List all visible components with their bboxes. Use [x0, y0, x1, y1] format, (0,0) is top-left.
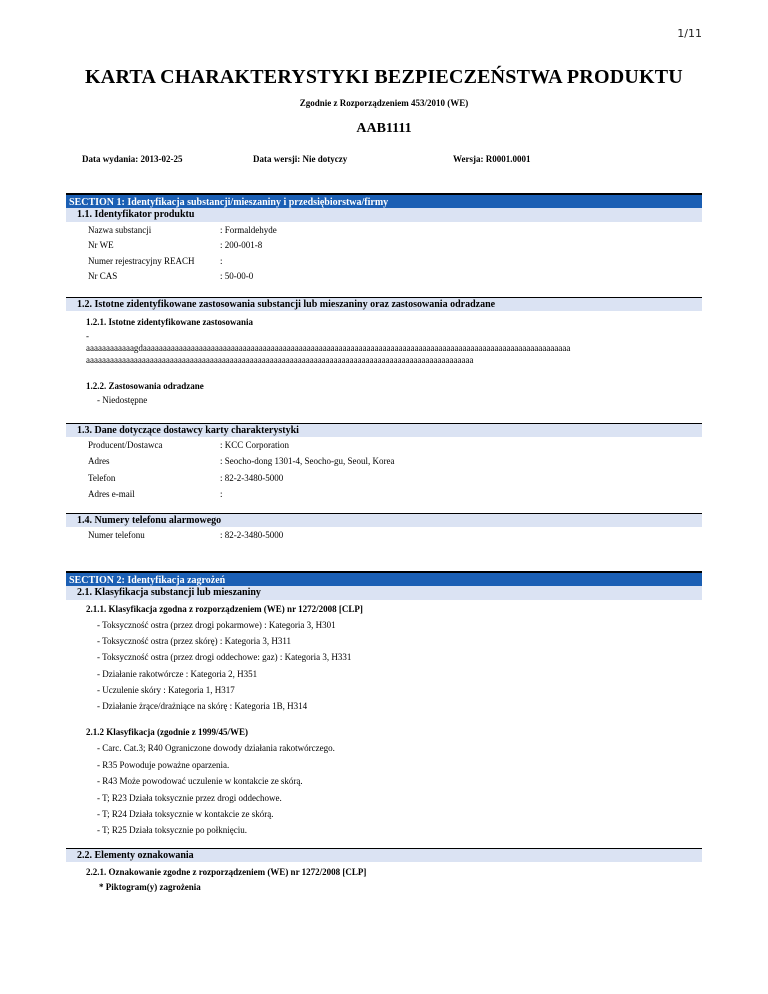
list-item: - R35 Powoduje poważne oparzenia.: [97, 760, 230, 770]
list-item: - T; R25 Działa toksycznie po połknięciu.: [97, 825, 248, 835]
product-code: AAB1111: [356, 121, 412, 136]
field-label: Nr CAS: [88, 271, 118, 281]
page-number: 1/11: [677, 27, 702, 40]
field-label: Telefon: [88, 473, 116, 483]
field-value: : KCC Corporation: [220, 440, 289, 450]
subsection-2-1-header: 2.1. Klasyfikacja substancji lub mieszaniny: [66, 586, 702, 600]
subsection-1-2-header: 1.2. Istotne zidentyfikowane zastosowania substancji lub mieszaniny oraz zastosowania odradzane: [66, 297, 702, 311]
field-label: Nazwa substancji: [88, 225, 152, 235]
subsection-1-3-header: 1.3. Dane dotyczące dostawcy karty charakterystyki: [66, 423, 702, 437]
subsection-1-1-header: 1.1. Identyfikator produktu: [66, 208, 702, 222]
field-value: :: [220, 489, 223, 499]
version-date: Data wersji: Nie dotyczy: [253, 154, 348, 164]
list-item: - T; R24 Działa toksycznie w kontakcie ze skórą.: [97, 809, 274, 819]
field-value: : 200-001-8: [220, 240, 263, 250]
list-item: - Uczulenie skóry : Kategoria 1, H317: [97, 685, 235, 695]
subsection-1-2-2-heading: 1.2.2. Zastosowania odradzane: [86, 381, 204, 391]
subsection-2-1-2-heading: 2.1.2 Klasyfikacja (zgodnie z 1999/45/WE): [86, 727, 248, 737]
uses-advised-against: - Niedostępne: [97, 395, 148, 405]
field-value: :: [220, 256, 223, 266]
hazard-pictograms-heading: * Piktogram(y) zagrożenia: [99, 882, 201, 892]
document-subtitle: Zgodnie z Rozporządzeniem 453/2010 (WE): [299, 98, 469, 108]
list-item: - Toksyczność ostra (przez drogi pokarmowe) : Kategoria 3, H301: [97, 620, 336, 630]
field-value: : 82-2-3480-5000: [220, 530, 284, 540]
subsection-1-4-header: 1.4. Numery telefonu alarmowego: [66, 513, 702, 527]
field-label: Producent/Dostawca: [88, 440, 163, 450]
identified-uses-line-2: aaaaaaaaaaaaaaaaaaaaaaaaaaaaaaaaaaaaaaaaaaaaaaaaaaaaaaaaaaaaaaaaaaaaaaaaaaaaaaaaaaaaaaaaaaaaaaaaa: [86, 355, 474, 365]
section-1-header: SECTION 1: Identyfikacja substancji/mieszaniny i przedsiębiorstwa/firmy: [66, 193, 702, 208]
list-item: - T; R23 Działa toksycznie przez drogi oddechowe.: [97, 793, 282, 803]
section-2-header: SECTION 2: Identyfikacja zagrożeń: [66, 571, 702, 586]
list-item: - R43 Może powodować uczulenie w kontakcie ze skórą.: [97, 776, 303, 786]
field-label: Adres e-mail: [88, 489, 135, 499]
issue-date: Data wydania: 2013-02-25: [82, 154, 183, 164]
list-item: - Carc. Cat.3; R40 Ograniczone dowody działania rakotwórczego.: [97, 743, 335, 753]
field-label: Nr WE: [88, 240, 114, 250]
identified-uses-line-1: aaaaaaaaaaaagdaaaaaaaaaaaaaaaaaaaaaaaaaaaaaaaaaaaaaaaaaaaaaaaaaaaaaaaaaaaaaaaaaaaaaaaaaaaaaaaaaaaaaaaaaaaaaaaaaaaaaaaaaaa: [86, 343, 571, 353]
field-value: : 50-00-0: [220, 271, 254, 281]
list-item: - Toksyczność ostra (przez skórę) : Kategoria 3, H311: [97, 636, 292, 646]
field-value: : Seocho-dong 1301-4, Seocho-gu, Seoul, Korea: [220, 456, 395, 466]
list-item: - Toksyczność ostra (przez drogi oddechowe: gaz) : Kategoria 3, H331: [97, 652, 352, 662]
list-item: - Działanie żrące/drażniące na skórę : Kategoria 1B, H314: [97, 701, 308, 711]
identified-uses-dash: -: [86, 331, 89, 341]
subsection-1-2-1-heading: 1.2.1. Istotne zidentyfikowane zastosowania: [86, 317, 254, 327]
version-number: Wersja: R0001.0001: [453, 154, 531, 164]
subsection-2-2-1-heading: 2.2.1. Oznakowanie zgodne z rozporządzeniem (WE) nr 1272/2008 [CLP]: [86, 867, 367, 877]
field-value: : 82-2-3480-5000: [220, 473, 284, 483]
field-label: Numer rejestracyjny REACH: [88, 256, 195, 266]
document-title: KARTA CHARAKTERYSTYKI BEZPIECZEŃSTWA PRODUKTU: [85, 66, 683, 88]
field-value: : Formaldehyde: [220, 225, 277, 235]
list-item: - Działanie rakotwórcze : Kategoria 2, H351: [97, 669, 258, 679]
subsection-2-2-header: 2.2. Elementy oznakowania: [66, 848, 702, 862]
field-label: Numer telefonu: [88, 530, 145, 540]
subsection-2-1-1-heading: 2.1.1. Klasyfikacja zgodna z rozporządzeniem (WE) nr 1272/2008 [CLP]: [86, 604, 363, 614]
field-label: Adres: [88, 456, 110, 466]
